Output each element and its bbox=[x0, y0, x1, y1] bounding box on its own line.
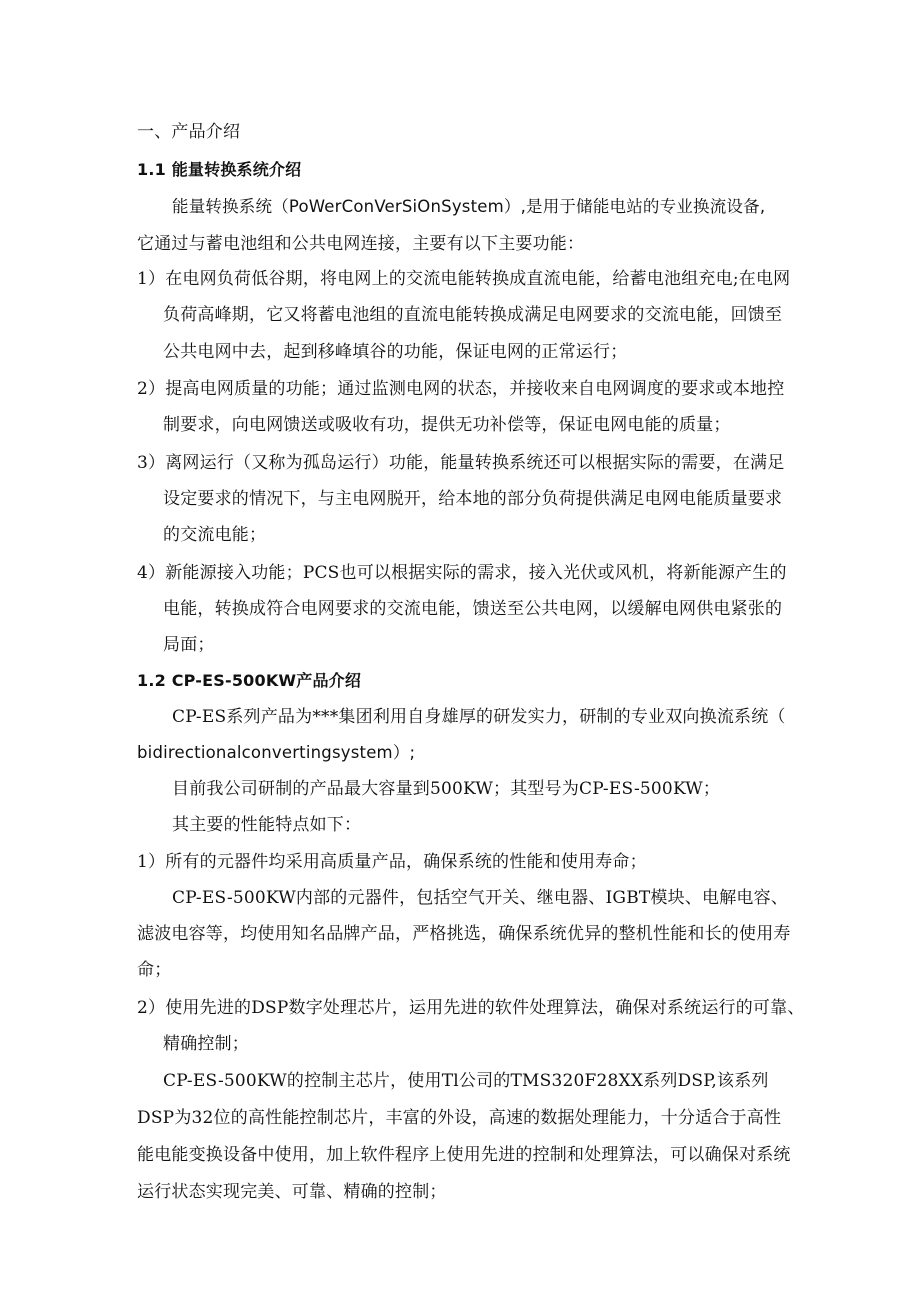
paragraph-line: CP-ES-500KW的控制主芯片，使用Tl公司的TMS320F28XX系列DSP,该系列 bbox=[163, 1071, 769, 1091]
list-item-line: 1）所有的元器件均采用高质量产品，确保系统的性能和使用寿命； bbox=[137, 852, 647, 872]
heading-1-1: 1.1 能量转换系统介绍 bbox=[137, 160, 302, 179]
list-item-line: 精确控制； bbox=[163, 1034, 249, 1054]
list-item-3-line: 的交流电能； bbox=[163, 525, 267, 545]
list-item-line: 2）使用先进的DSP数字处理芯片，运用先进的软件处理算法，确保对系统运行的可靠、 bbox=[137, 998, 805, 1018]
paragraph-line: 目前我公司研制的产品最大容量到500KW；其型号为CP-ES-500KW； bbox=[172, 779, 721, 799]
list-item-4-line: 4）新能源接入功能；PCS也可以根据实际的需求，接入光伏或风机，将新能源产生的 bbox=[137, 563, 787, 583]
list-item-1-line: 1）在电网负荷低谷期，将电网上的交流电能转换成直流电能，给蓄电池组充电;在电网 bbox=[137, 269, 791, 289]
paragraph-line: bidirectionalconvertingsystem）; bbox=[137, 743, 416, 762]
list-item-3-line: 设定要求的情况下，与主电网脱开，给本地的部分负荷提供满足电网电能质量要求 bbox=[163, 489, 783, 509]
paragraph-line: 它通过与蓄电池组和公共电网连接，主要有以下主要功能： bbox=[137, 234, 585, 254]
list-item-4-line: 电能，转换成符合电网要求的交流电能，馈送至公共电网，以缓解电网供电紧张的 bbox=[163, 599, 783, 619]
list-item-4-line: 局面； bbox=[163, 635, 215, 655]
paragraph-line: 能量转换系统（PoWerConVerSiOnSystem）,是用于储能电站的专业换流设备, bbox=[172, 197, 766, 216]
list-item-2-line: 制要求，向电网馈送或吸收有功，提供无功补偿等，保证电网电能的质量； bbox=[163, 415, 731, 435]
section-title: 一、产品介绍 bbox=[137, 122, 241, 142]
paragraph-line: 能电能变换设备中使用，加上软件程序上使用先进的控制和处理算法，可以确保对系统 bbox=[137, 1145, 791, 1165]
paragraph-line: DSP为32位的高性能控制芯片，丰富的外设，高速的数据处理能力，十分适合于高性 bbox=[137, 1108, 782, 1128]
paragraph-line: 其主要的性能特点如下： bbox=[172, 815, 362, 835]
paragraph-line: CP-ES系列产品为***集团利用自身雄厚的研发实力，研制的专业双向换流系统（ bbox=[172, 707, 786, 727]
paragraph-line: 运行状态实现完美、可靠、精确的控制； bbox=[137, 1182, 447, 1202]
list-item-2-line: 2）提高电网质量的功能；通过监测电网的状态，并接收来自电网调度的要求或本地控 bbox=[137, 379, 785, 399]
paragraph-line: 命； bbox=[137, 960, 172, 980]
paragraph-line: 滤波电容等，均使用知名品牌产品，严格挑选，确保系统优异的整机性能和长的使用寿 bbox=[137, 924, 791, 944]
heading-1-2: 1.2 CP-ES-500KW产品介绍 bbox=[137, 671, 362, 690]
list-item-1-line: 负荷高峰期，它又将蓄电池组的直流电能转换成满足电网要求的交流电能，回馈至 bbox=[163, 305, 783, 325]
list-item-1-line: 公共电网中去，起到移峰填谷的功能，保证电网的正常运行； bbox=[163, 342, 628, 362]
paragraph-line: CP-ES-500KW内部的元器件，包括空气开关、继电器、IGBT模块、电解电容、 bbox=[172, 888, 789, 908]
list-item-3-line: 3）离网运行（又称为孤岛运行）功能，能量转换系统还可以根据实际的需要，在满足 bbox=[137, 453, 785, 473]
